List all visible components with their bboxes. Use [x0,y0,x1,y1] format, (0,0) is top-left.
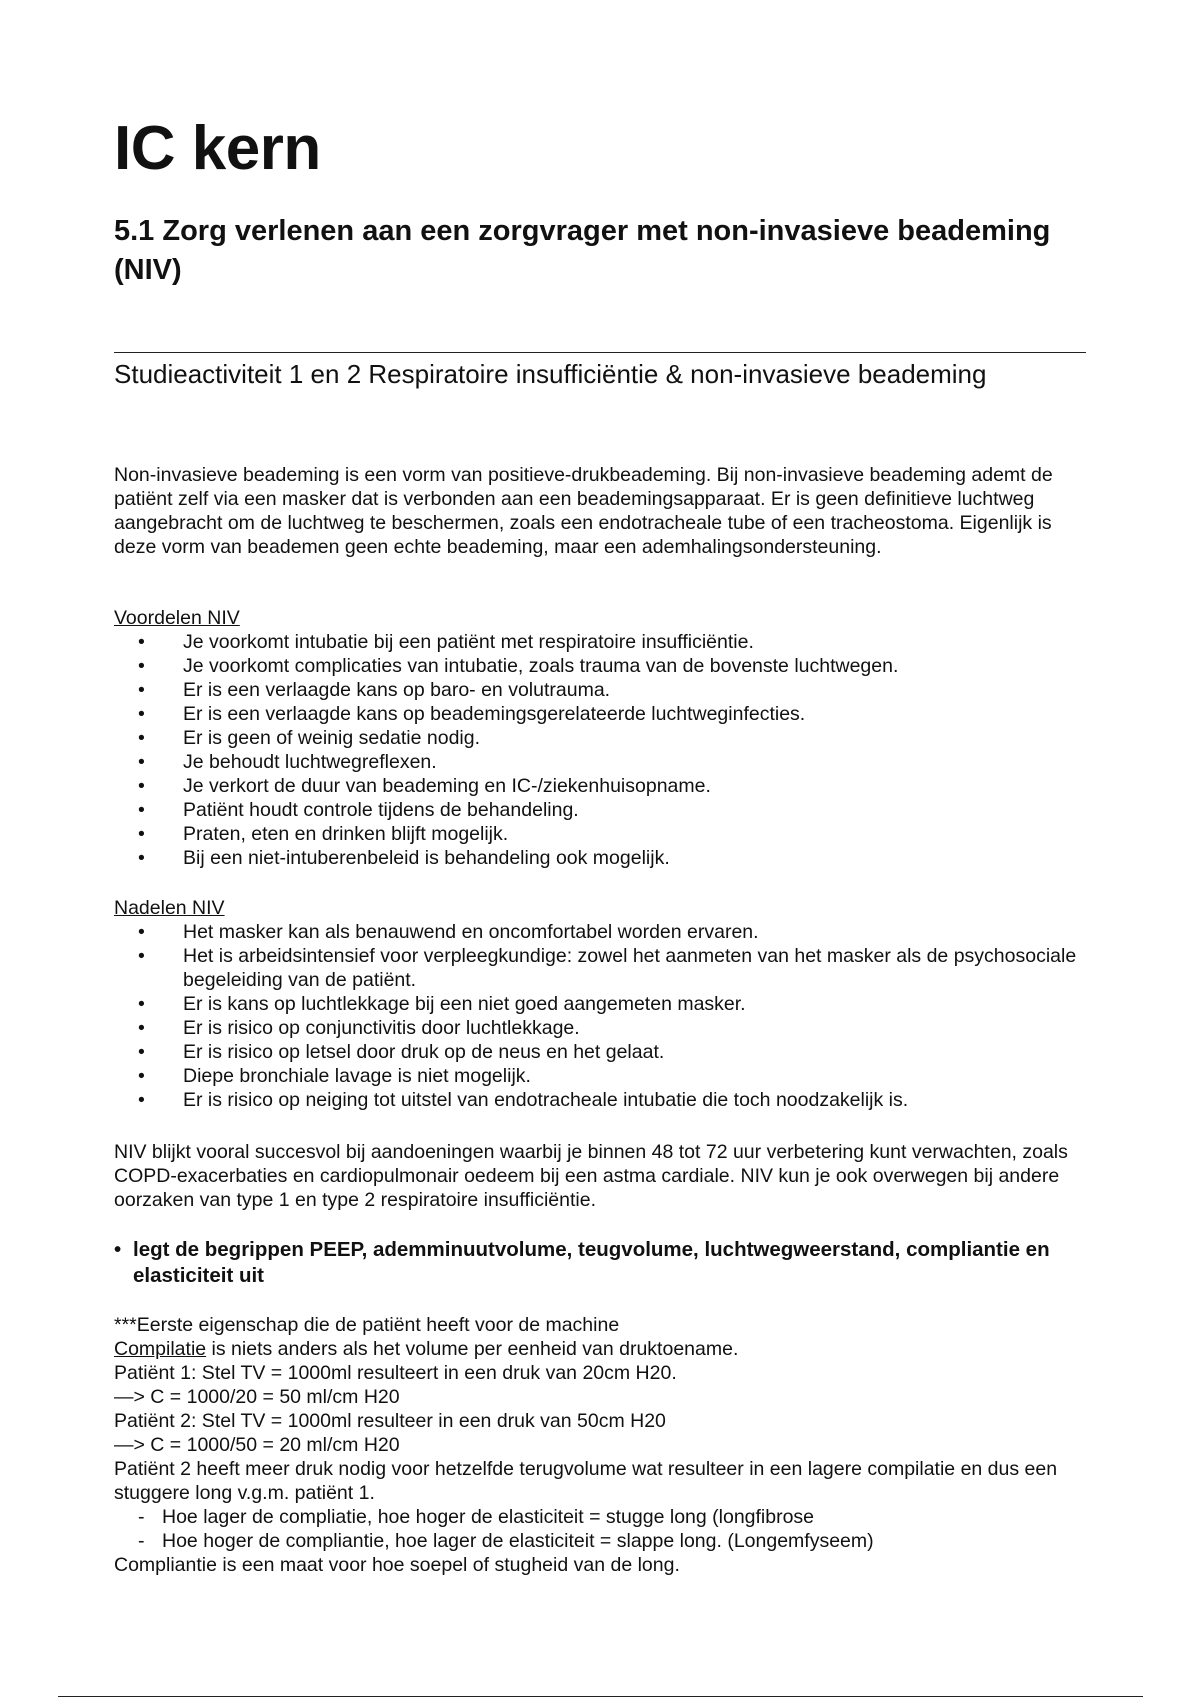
term-compilatie: Compilatie [114,1338,207,1360]
list-item: • Patiënt houdt controle tijdens de behandeling. [138,799,579,821]
list-item: • Bij een niet-intuberenbeleid is behandeling ook mogelijk. [138,847,670,869]
bullet-glyph: • [138,655,145,677]
list-item: • Je behoudt luchtwegreflexen. [138,751,437,773]
list-item: • Er is een verlaagde kans op baro- en volutrauma. [138,679,611,701]
notes-line: ***Eerste eigenschap die de patiënt heeft voor de machine [114,1314,620,1336]
list-item: • Praten, eten en drinken blijft mogelijk. [138,823,509,845]
bullet-glyph: • [138,1017,145,1039]
notes-line: Patiënt 2: Stel TV = 1000ml resulteer in een druk van 50cm H20 [114,1410,666,1432]
disadvantages-title: Nadelen NIV [114,897,225,919]
list-item: • Er is risico op conjunctivitis door luchtlekkage. [138,1017,580,1039]
list-item: • Er is kans op luchtlekkage bij een niet goed aangemeten masker. [138,993,746,1015]
bullet-glyph: • [138,799,145,821]
list-item: • Diepe bronchiale lavage is niet mogelijk. [138,1065,531,1087]
notes-line: —> C = 1000/50 = 20 ml/cm H20 [114,1434,400,1456]
list-item: • Het masker kan als benauwend en oncomfortabel worden ervaren. [138,921,759,943]
disadvantages-section [114,896,1086,1112]
dash-glyph: - [138,1530,145,1552]
disadvantages-list [114,920,1086,1112]
advantages-title: Voordelen NIV [114,607,240,629]
advantages-section [114,606,1086,870]
bullet-glyph: • [138,823,145,845]
bullet-glyph: • [138,631,145,653]
list-item: • Er is risico op neiging tot uitstel van endotracheale intubatie die toch noodzakelijk is. [138,1089,909,1111]
list-item: • Er is een verlaagde kans op beademingsgerelateerde luchtweginfecties. [138,703,806,725]
notes-line: Compliantie is een maat voor hoe soepel of stugheid van de long. [114,1554,680,1576]
bullet-glyph: • [138,921,145,943]
list-item: • Er is risico op letsel door druk op de neus en het gelaat. [138,1041,665,1063]
bullet-glyph: • [138,703,145,725]
conclusion-paragraph: NIV blijkt vooral succesvol bij aandoeningen waarbij je binnen 48 tot 72 uur verbetering kunt verwachten, zoals COPD-exacerbaties en cardiopulmonair oedeem bij een astma cardiale. NIV kun je ook overwegen bij andere oorzaken van type 1 en type 2 respiratoire insufficiëntie. [114,1141,1068,1211]
advantages-list [114,630,1086,870]
bullet-glyph: • [138,1065,145,1087]
list-item: - Hoe lager de compliatie, hoe hoger de elasticiteit = stugge long (longfibrose [138,1506,815,1528]
bullet-glyph: • [138,847,145,869]
heading-divider [114,352,1086,353]
bullet-glyph: • [138,945,145,967]
bullet-glyph: • [138,1089,145,1111]
notes-line: Patiënt 2 heeft meer druk nodig voor hetzelfde terugvolume wat resulteer in een lagere compilatie en dus een stuggere long v.g.m. patiënt 1. [114,1458,1058,1504]
intro-paragraph: Non-invasieve beademing is een vorm van positieve-drukbeademing. Bij non-invasieve beademing ademt de patiënt zelf via een masker dat is verbonden aan een beademingsapparaat. Er is geen definitieve luchtweg aangebracht om de luchtweg te beschermen, zoals een endotracheale tube of een tracheostoma. Eigenlijk is deze vorm van beademen geen echte beademing, maar een ademhalingsondersteuning. [114,464,1053,558]
page-bottom-divider [58,1696,1143,1697]
study-activity-heading: Studieactiviteit 1 en 2 Respiratoire insufficiëntie & non-invasieve beademing [114,359,987,389]
bullet-glyph: • [138,1041,145,1063]
bullet-glyph: • [138,751,145,773]
dash-glyph: - [138,1506,145,1528]
bullet-glyph: • [138,993,145,1015]
bullet-glyph: • [138,727,145,749]
bullet-glyph: • [138,775,145,797]
list-item: • Er is geen of weinig sedatie nodig. [138,727,481,749]
list-item: • Het is arbeidsintensief voor verpleegkundige: zowel het aanmeten van het masker als de psychosociale begeleiding van de patiënt. [138,945,1077,991]
section-heading: 5.1 Zorg verlenen aan een zorgvrager met non-invasieve beademing (NIV) [114,215,1051,286]
list-item: • Je voorkomt complicaties van intubatie, zoals trauma van de bovenste luchtwegen. [138,655,899,677]
list-item: - Hoe hoger de compliantie, hoe lager de elasticiteit = slappe long. (Longemfyseem) [138,1530,874,1552]
list-item: • Je verkort de duur van beademing en IC-/ziekenhuisopname. [138,775,711,797]
compliance-notes [114,1313,1086,1577]
notes-line: Patiënt 1: Stel TV = 1000ml resulteert in een druk van 20cm H20. [114,1362,677,1384]
bullet-glyph: • [138,679,145,701]
document-title: IC kern [114,114,321,183]
notes-definition-line: Compilatie is niets anders als het volume per eenheid van druktoename. [114,1338,739,1360]
objective-text: legt de begrippen PEEP, ademminuutvolume, teugvolume, luchtwegweerstand, compliantie en elasticiteit uit [133,1238,1050,1287]
objective-bullet: • [114,1238,122,1261]
notes-line: —> C = 1000/20 = 50 ml/cm H20 [114,1386,400,1408]
learning-objective [114,1237,1064,1289]
notes-dash-list [114,1505,1086,1553]
list-item: • Je voorkomt intubatie bij een patiënt met respiratoire insufficiëntie. [138,631,754,653]
